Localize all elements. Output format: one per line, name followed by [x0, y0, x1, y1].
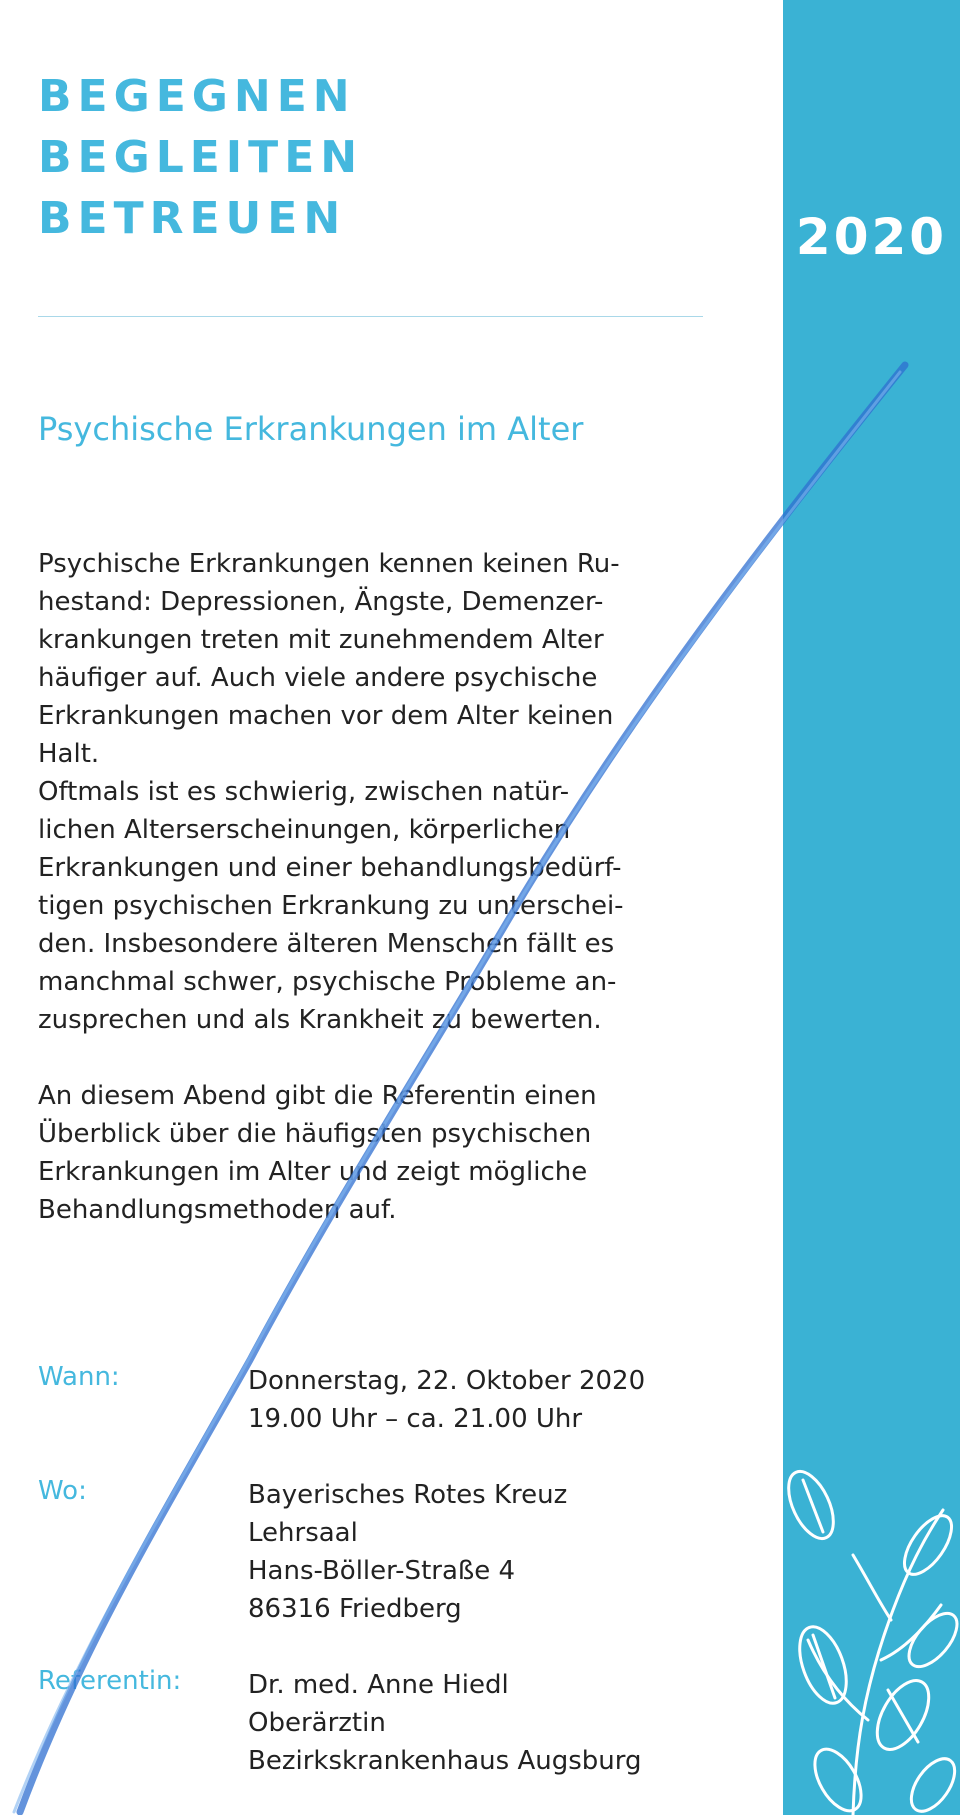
text-line: Erkrankungen im Alter und zeigt mögliche: [38, 1157, 588, 1187]
title-block: [38, 66, 363, 249]
where-value: [248, 1476, 567, 1628]
date-line: Donnerstag, 22. Oktober 2020: [248, 1366, 646, 1396]
text-line: Behandlungsmethoden auf.: [38, 1195, 397, 1225]
text-line: Erkrankungen und einer behandlungsbedürf-: [38, 853, 622, 883]
text-line: Überblick über die häufigsten psychischen: [38, 1119, 592, 1149]
text-line: Halt.: [38, 739, 100, 769]
text-line: manchmal schwer, psychische Probleme an-: [38, 967, 617, 997]
title-line-1: BEGEGNEN: [38, 71, 356, 122]
title-line-3: BETREUEN: [38, 193, 347, 244]
venue-line: Bayerisches Rotes Kreuz: [248, 1480, 568, 1510]
title-line-2: BEGLEITEN: [38, 132, 364, 183]
paragraph-gap: [38, 1039, 678, 1077]
text-line: krankungen treten mit zunehmendem Alter: [38, 625, 604, 655]
speaker-value: [248, 1666, 642, 1780]
text-line: An diesem Abend gibt die Referentin einen: [38, 1081, 597, 1111]
where-label: Wo:: [38, 1476, 87, 1506]
speaker-label: Referentin:: [38, 1666, 182, 1696]
city-line: 86316 Friedberg: [248, 1594, 462, 1624]
detail-where: [38, 1476, 738, 1666]
text-line: tigen psychischen Erkrankung zu unterschei-: [38, 891, 624, 921]
time-line: 19.00 Uhr – ca. 21.00 Uhr: [248, 1404, 583, 1434]
speaker-institution: Bezirkskrankenhaus Augsburg: [248, 1746, 642, 1776]
when-label: Wann:: [38, 1362, 120, 1392]
text-line: den. Insbesondere älteren Menschen fällt es: [38, 929, 615, 959]
speaker-name: Dr. med. Anne Hiedl: [248, 1670, 509, 1700]
when-value: [248, 1362, 645, 1438]
leaf-branch-icon: [783, 1460, 960, 1815]
divider: [38, 316, 703, 317]
text-line: Oftmals ist es schwierig, zwischen natür-: [38, 777, 570, 807]
detail-when: [38, 1362, 738, 1476]
text-line: hestand: Depressionen, Ängste, Demenzer-: [38, 587, 604, 617]
room-line: Lehrsaal: [248, 1518, 358, 1548]
detail-speaker: [38, 1666, 738, 1780]
text-line: zusprechen und als Krankheit zu bewerten.: [38, 1005, 602, 1035]
text-line: Psychische Erkrankungen kennen keinen Ru-: [38, 549, 620, 579]
event-details: [38, 1362, 738, 1780]
text-line: Erkrankungen machen vor dem Alter keinen: [38, 701, 614, 731]
event-title: Psychische Erkrankungen im Alter: [38, 410, 584, 448]
text-line: häufiger auf. Auch viele andere psychische: [38, 663, 598, 693]
description: [38, 545, 678, 1229]
year-label: 2020: [795, 208, 948, 266]
speaker-role: Oberärztin: [248, 1708, 386, 1738]
street-line: Hans-Böller-Straße 4: [248, 1556, 516, 1586]
text-line: lichen Alterserscheinungen, körperlichen: [38, 815, 571, 845]
